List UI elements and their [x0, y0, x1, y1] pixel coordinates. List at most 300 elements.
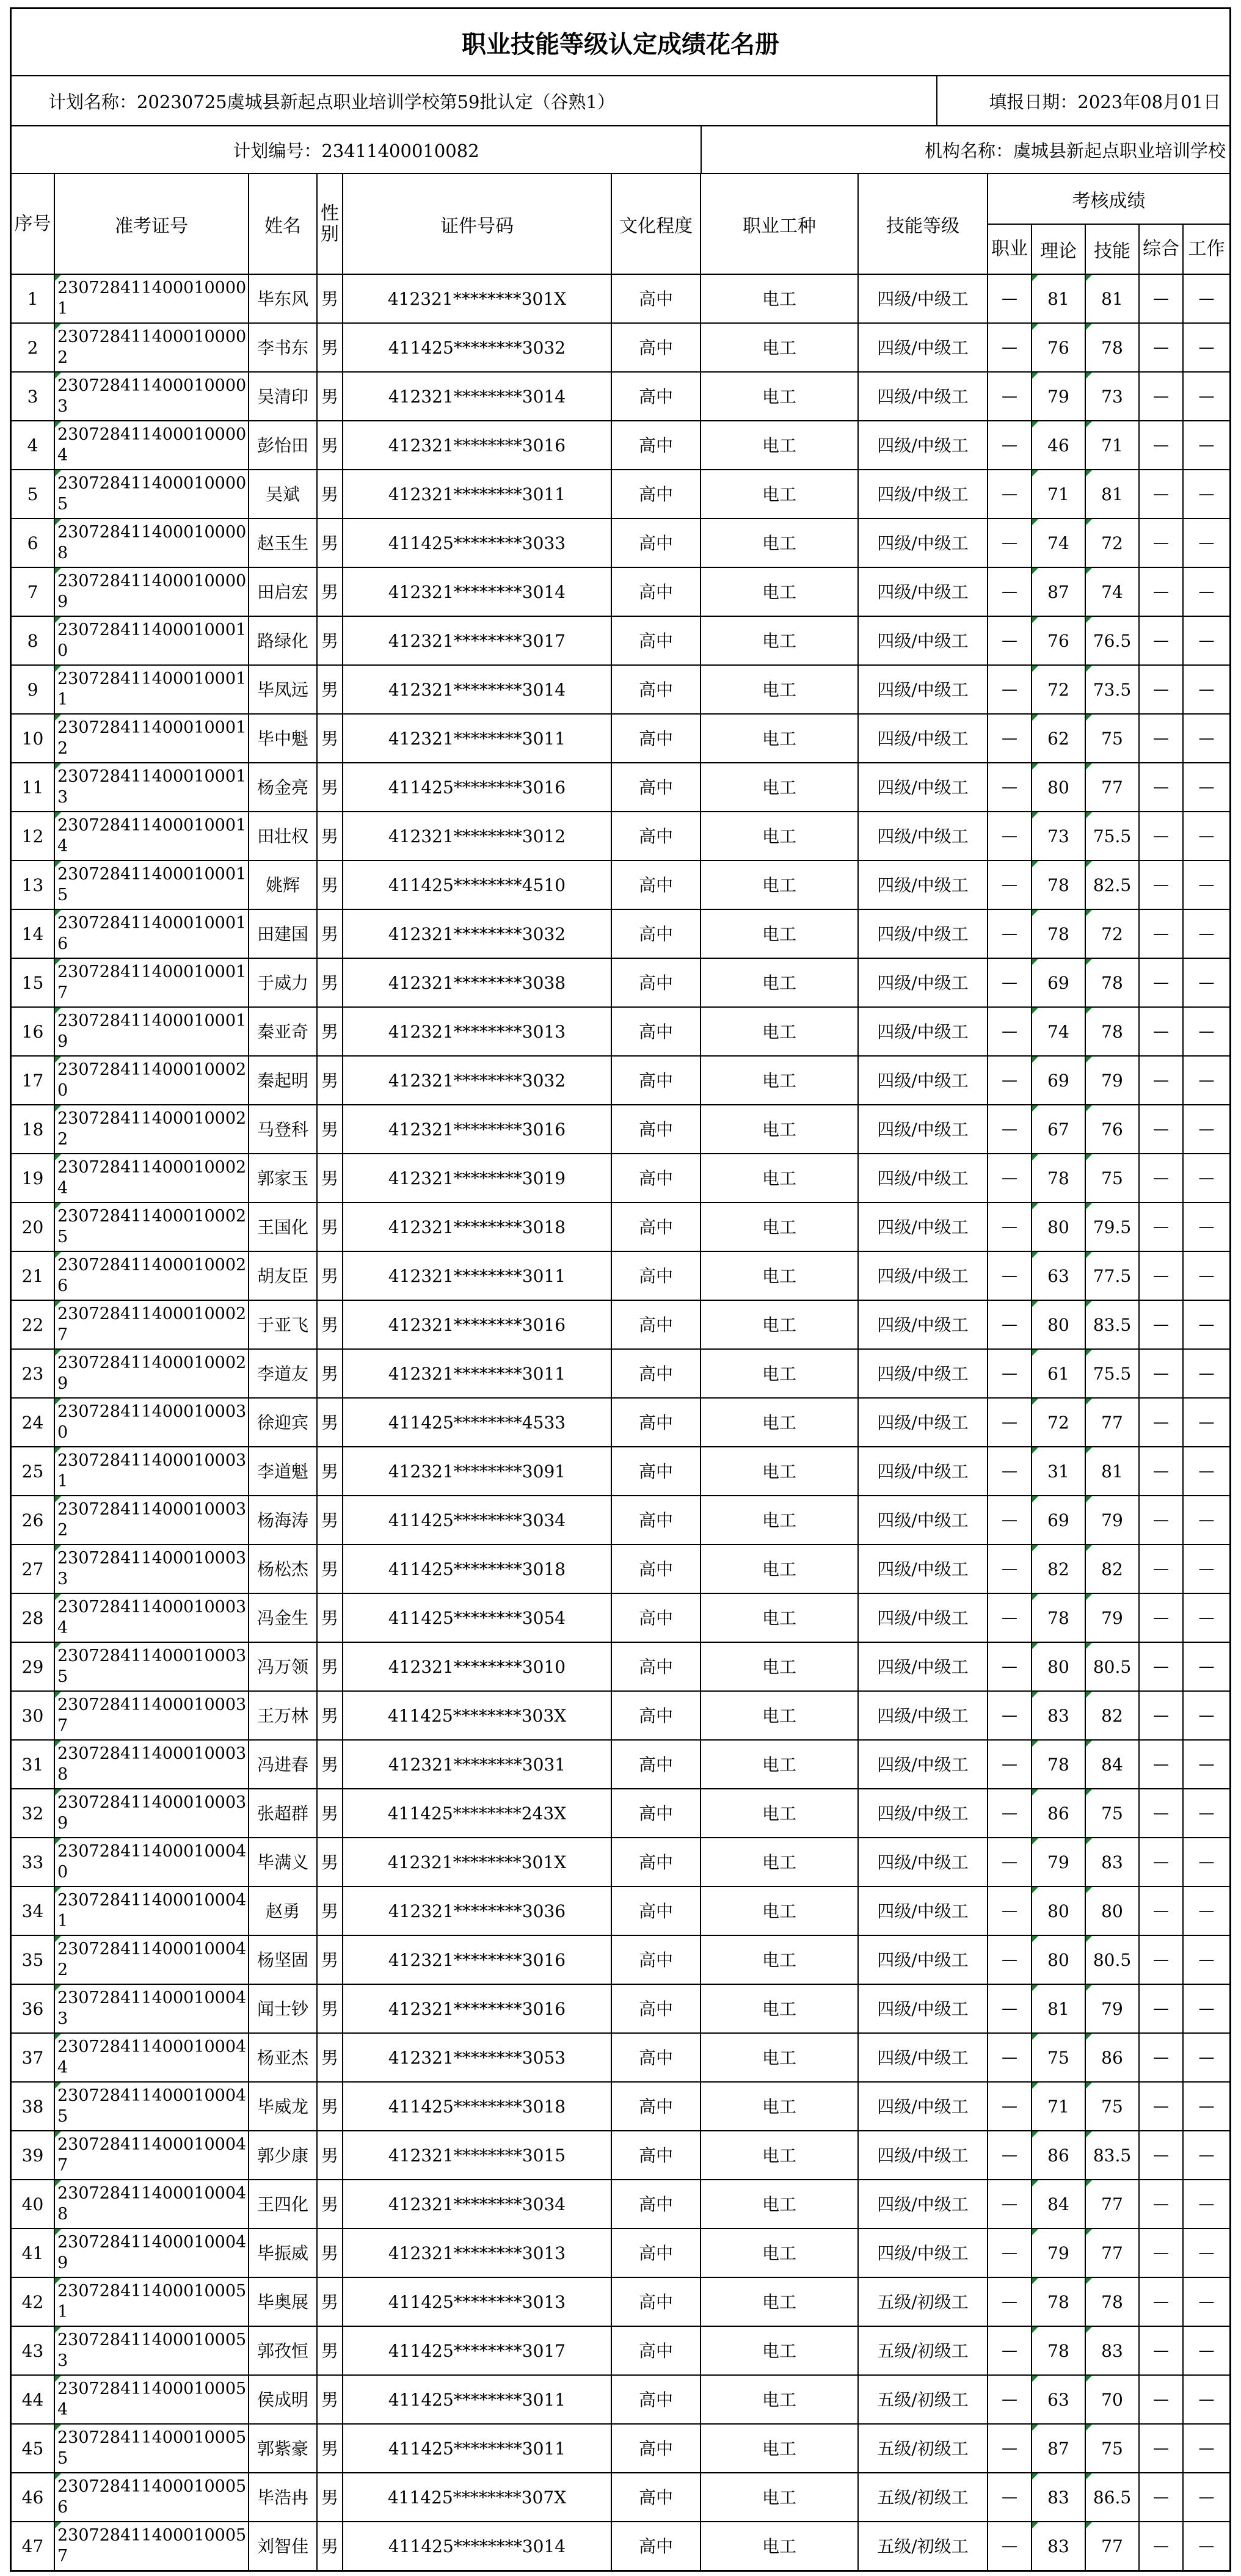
name-cell: 刘智佳	[249, 2522, 317, 2570]
id-no-cell: 412321********3038	[343, 958, 611, 1007]
prof-score-cell: —	[988, 1691, 1032, 1740]
exam-id-cell: 2307284114000100033	[54, 1545, 249, 1593]
education-cell: 高中	[611, 1496, 701, 1545]
work-score-cell: —	[1183, 2473, 1229, 2522]
prof-score-cell: —	[988, 1447, 1032, 1496]
name-cell: 徐迎宾	[249, 1398, 317, 1447]
gender-cell: 男	[317, 1398, 343, 1447]
comprehensive-score-cell: —	[1139, 2473, 1183, 2522]
seq-cell: 25	[12, 1447, 54, 1496]
name-cell: 田启宏	[249, 567, 317, 616]
prof-score-cell: —	[988, 909, 1032, 958]
theory-score-cell: 86	[1032, 1789, 1085, 1838]
id-no-cell: 411425********307X	[343, 2473, 611, 2522]
seq-cell: 34	[12, 1887, 54, 1935]
occupation-cell: 电工	[701, 274, 858, 323]
comprehensive-score-cell: —	[1139, 616, 1183, 665]
level-cell: 四级/中级工	[858, 1251, 988, 1300]
skill-score-cell: 86.5	[1085, 2473, 1139, 2522]
comprehensive-score-cell: —	[1139, 1984, 1183, 2033]
exam-id-cell: 2307284114000100035	[54, 1642, 249, 1691]
exam-id-cell: 2307284114000100045	[54, 2082, 249, 2131]
comprehensive-score-cell: —	[1139, 518, 1183, 567]
work-score-cell: —	[1183, 2229, 1229, 2277]
gender-cell: 男	[317, 2522, 343, 2570]
occupation-cell: 电工	[701, 1496, 858, 1545]
comprehensive-score-cell: —	[1139, 1398, 1183, 1447]
comprehensive-score-cell: —	[1139, 665, 1183, 714]
id-no-cell: 411425********3017	[343, 2326, 611, 2375]
education-cell: 高中	[611, 2473, 701, 2522]
level-cell: 四级/中级工	[858, 1545, 988, 1593]
education-cell: 高中	[611, 1349, 701, 1398]
seq-cell: 13	[12, 860, 54, 909]
comprehensive-score-cell: —	[1139, 421, 1183, 470]
education-cell: 高中	[611, 1154, 701, 1202]
gender-cell: 男	[317, 1887, 343, 1935]
skill-score-cell: 82	[1085, 1691, 1139, 1740]
table-row	[12, 1789, 1229, 1838]
prof-score-cell: —	[988, 2131, 1032, 2180]
education-cell: 高中	[611, 1447, 701, 1496]
skill-score-cell: 80.5	[1085, 1642, 1139, 1691]
name-cell: 路绿化	[249, 616, 317, 665]
education-cell: 高中	[611, 1251, 701, 1300]
table-row	[12, 274, 1229, 323]
id-no-cell: 412321********3016	[343, 421, 611, 470]
work-score-cell: —	[1183, 1349, 1229, 1398]
education-cell: 高中	[611, 2229, 701, 2277]
occupation-cell: 电工	[701, 2375, 858, 2424]
table-row	[12, 1398, 1229, 1447]
exam-id-cell: 2307284114000100009	[54, 567, 249, 616]
level-cell: 五级/初级工	[858, 2473, 988, 2522]
education-cell: 高中	[611, 2180, 701, 2229]
education-cell: 高中	[611, 958, 701, 1007]
header-prof: 职业	[988, 224, 1032, 274]
table-row	[12, 2082, 1229, 2131]
seq-cell: 10	[12, 714, 54, 763]
work-score-cell: —	[1183, 665, 1229, 714]
work-score-cell: —	[1183, 714, 1229, 763]
occupation-cell: 电工	[701, 567, 858, 616]
work-score-cell: —	[1183, 1984, 1229, 2033]
comprehensive-score-cell: —	[1139, 2375, 1183, 2424]
theory-score-cell: 74	[1032, 1007, 1085, 1056]
table-row	[12, 421, 1229, 470]
name-cell: 毕满义	[249, 1838, 317, 1887]
skill-score-cell: 79	[1085, 1593, 1139, 1642]
theory-score-cell: 81	[1032, 274, 1085, 323]
gender-cell: 男	[317, 2473, 343, 2522]
theory-score-cell: 73	[1032, 812, 1085, 860]
exam-id-cell: 2307284114000100044	[54, 2033, 249, 2082]
education-cell: 高中	[611, 909, 701, 958]
name-cell: 郭家玉	[249, 1154, 317, 1202]
theory-score-cell: 75	[1032, 2033, 1085, 2082]
exam-id-cell: 2307284114000100043	[54, 1984, 249, 2033]
education-cell: 高中	[611, 1202, 701, 1251]
work-score-cell: —	[1183, 421, 1229, 470]
prof-score-cell: —	[988, 274, 1032, 323]
skill-score-cell: 78	[1085, 1007, 1139, 1056]
prof-score-cell: —	[988, 2082, 1032, 2131]
prof-score-cell: —	[988, 1642, 1032, 1691]
education-cell: 高中	[611, 1740, 701, 1789]
id-no-cell: 412321********3014	[343, 665, 611, 714]
comprehensive-score-cell: —	[1139, 567, 1183, 616]
education-cell: 高中	[611, 1300, 701, 1349]
name-cell: 李道友	[249, 1349, 317, 1398]
education-cell: 高中	[611, 2424, 701, 2473]
occupation-cell: 电工	[701, 812, 858, 860]
theory-score-cell: 76	[1032, 323, 1085, 372]
id-no-cell: 411425********3033	[343, 518, 611, 567]
work-score-cell: —	[1183, 958, 1229, 1007]
id-no-cell: 412321********3019	[343, 1154, 611, 1202]
education-cell: 高中	[611, 812, 701, 860]
name-cell: 毕凤远	[249, 665, 317, 714]
gender-cell: 男	[317, 1642, 343, 1691]
name-cell: 李道魁	[249, 1447, 317, 1496]
theory-score-cell: 62	[1032, 714, 1085, 763]
level-cell: 四级/中级工	[858, 714, 988, 763]
id-no-cell: 412321********3032	[343, 1056, 611, 1105]
occupation-cell: 电工	[701, 2424, 858, 2473]
seq-cell: 2	[12, 323, 54, 372]
theory-score-cell: 69	[1032, 1056, 1085, 1105]
work-score-cell: —	[1183, 274, 1229, 323]
prof-score-cell: —	[988, 616, 1032, 665]
id-no-cell: 412321********3016	[343, 1935, 611, 1984]
table-row	[12, 470, 1229, 518]
theory-score-cell: 87	[1032, 567, 1085, 616]
comprehensive-score-cell: —	[1139, 1838, 1183, 1887]
education-cell: 高中	[611, 274, 701, 323]
id-no-cell: 412321********3011	[343, 1349, 611, 1398]
theory-score-cell: 71	[1032, 470, 1085, 518]
level-cell: 四级/中级工	[858, 567, 988, 616]
exam-id-cell: 2307284114000100049	[54, 2229, 249, 2277]
table-row	[12, 860, 1229, 909]
theory-score-cell: 31	[1032, 1447, 1085, 1496]
occupation-cell: 电工	[701, 1887, 858, 1935]
education-cell: 高中	[611, 1056, 701, 1105]
table-row	[12, 1984, 1229, 2033]
gender-cell: 男	[317, 2424, 343, 2473]
occupation-cell: 电工	[701, 616, 858, 665]
gender-cell: 男	[317, 1202, 343, 1251]
name-cell: 杨金亮	[249, 763, 317, 812]
occupation-cell: 电工	[701, 763, 858, 812]
work-score-cell: —	[1183, 616, 1229, 665]
seq-cell: 40	[12, 2180, 54, 2229]
prof-score-cell: —	[988, 421, 1032, 470]
work-score-cell: —	[1183, 470, 1229, 518]
exam-id-cell: 2307284114000100001	[54, 274, 249, 323]
seq-cell: 16	[12, 1007, 54, 1056]
gender-cell: 男	[317, 1056, 343, 1105]
prof-score-cell: —	[988, 1887, 1032, 1935]
skill-score-cell: 81	[1085, 470, 1139, 518]
seq-cell: 18	[12, 1105, 54, 1154]
id-no-cell: 411425********3018	[343, 2082, 611, 2131]
prof-score-cell: —	[988, 812, 1032, 860]
theory-score-cell: 79	[1032, 372, 1085, 421]
header-education: 文化程度	[611, 174, 701, 274]
exam-id-cell: 2307284114000100016	[54, 909, 249, 958]
name-cell: 冯万领	[249, 1642, 317, 1691]
exam-id-cell: 2307284114000100055	[54, 2424, 249, 2473]
level-cell: 四级/中级工	[858, 518, 988, 567]
skill-score-cell: 77	[1085, 2180, 1139, 2229]
name-cell: 张超群	[249, 1789, 317, 1838]
comprehensive-score-cell: —	[1139, 860, 1183, 909]
exam-id-cell: 2307284114000100003	[54, 372, 249, 421]
skill-score-cell: 79	[1085, 1496, 1139, 1545]
gender-cell: 男	[317, 1691, 343, 1740]
name-cell: 秦亚奇	[249, 1007, 317, 1056]
table-row	[12, 2326, 1229, 2375]
comprehensive-score-cell: —	[1139, 1740, 1183, 1789]
education-cell: 高中	[611, 470, 701, 518]
exam-id-cell: 2307284114000100002	[54, 323, 249, 372]
seq-cell: 41	[12, 2229, 54, 2277]
id-no-cell: 412321********3016	[343, 1984, 611, 2033]
work-score-cell: —	[1183, 1300, 1229, 1349]
prof-score-cell: —	[988, 1789, 1032, 1838]
id-no-cell: 411425********3032	[343, 323, 611, 372]
exam-id-cell: 2307284114000100031	[54, 1447, 249, 1496]
exam-id-cell: 2307284114000100057	[54, 2522, 249, 2570]
id-no-cell: 412321********3014	[343, 567, 611, 616]
seq-cell: 47	[12, 2522, 54, 2570]
level-cell: 四级/中级工	[858, 323, 988, 372]
prof-score-cell: —	[988, 2277, 1032, 2326]
prof-score-cell: —	[988, 1935, 1032, 1984]
occupation-cell: 电工	[701, 1447, 858, 1496]
level-cell: 五级/初级工	[858, 2375, 988, 2424]
occupation-cell: 电工	[701, 1056, 858, 1105]
theory-score-cell: 80	[1032, 1887, 1085, 1935]
theory-score-cell: 79	[1032, 1838, 1085, 1887]
theory-score-cell: 80	[1032, 1935, 1085, 1984]
id-no-cell: 412321********3017	[343, 616, 611, 665]
prof-score-cell: —	[988, 372, 1032, 421]
work-score-cell: —	[1183, 372, 1229, 421]
gender-cell: 男	[317, 2033, 343, 2082]
gender-cell: 男	[317, 714, 343, 763]
seq-cell: 27	[12, 1545, 54, 1593]
header-name: 姓名	[249, 174, 317, 274]
theory-score-cell: 78	[1032, 1154, 1085, 1202]
seq-cell: 14	[12, 909, 54, 958]
work-score-cell: —	[1183, 1105, 1229, 1154]
table-row	[12, 1105, 1229, 1154]
comprehensive-score-cell: —	[1139, 1496, 1183, 1545]
name-cell: 王国化	[249, 1202, 317, 1251]
work-score-cell: —	[1183, 2033, 1229, 2082]
comprehensive-score-cell: —	[1139, 763, 1183, 812]
work-score-cell: —	[1183, 1398, 1229, 1447]
skill-score-cell: 75	[1085, 1154, 1139, 1202]
seq-cell: 43	[12, 2326, 54, 2375]
occupation-cell: 电工	[701, 2131, 858, 2180]
exam-id-cell: 2307284114000100034	[54, 1593, 249, 1642]
skill-score-cell: 81	[1085, 274, 1139, 323]
level-cell: 五级/初级工	[858, 2424, 988, 2473]
education-cell: 高中	[611, 1935, 701, 1984]
id-no-cell: 412321********3011	[343, 714, 611, 763]
prof-score-cell: —	[988, 2375, 1032, 2424]
gender-cell: 男	[317, 372, 343, 421]
header-work: 工作	[1183, 224, 1229, 274]
table-row	[12, 1935, 1229, 1984]
id-no-cell: 411425********3018	[343, 1545, 611, 1593]
prof-score-cell: —	[988, 763, 1032, 812]
comprehensive-score-cell: —	[1139, 1691, 1183, 1740]
work-score-cell: —	[1183, 2522, 1229, 2570]
education-cell: 高中	[611, 1545, 701, 1593]
gender-cell: 男	[317, 1007, 343, 1056]
name-cell: 毕东风	[249, 274, 317, 323]
gender-cell: 男	[317, 421, 343, 470]
table-row	[12, 665, 1229, 714]
id-no-cell: 412321********3014	[343, 372, 611, 421]
comprehensive-score-cell: —	[1139, 909, 1183, 958]
table-row	[12, 518, 1229, 567]
exam-id-cell: 2307284114000100024	[54, 1154, 249, 1202]
occupation-cell: 电工	[701, 1105, 858, 1154]
occupation-cell: 电工	[701, 1740, 858, 1789]
plan-number-row	[12, 126, 1229, 174]
table-row	[12, 2375, 1229, 2424]
occupation-cell: 电工	[701, 958, 858, 1007]
prof-score-cell: —	[988, 1740, 1032, 1789]
gender-cell: 男	[317, 1105, 343, 1154]
theory-score-cell: 79	[1032, 2229, 1085, 2277]
seq-cell: 22	[12, 1300, 54, 1349]
seq-cell: 37	[12, 2033, 54, 2082]
comprehensive-score-cell: —	[1139, 1056, 1183, 1105]
occupation-cell: 电工	[701, 421, 858, 470]
id-no-cell: 412321********3010	[343, 1642, 611, 1691]
page-title: 职业技能等级认定成绩花名册	[12, 9, 1229, 76]
theory-score-cell: 80	[1032, 1202, 1085, 1251]
id-no-cell: 412321********301X	[343, 274, 611, 323]
theory-score-cell: 84	[1032, 2180, 1085, 2229]
name-cell: 杨松杰	[249, 1545, 317, 1593]
seq-cell: 1	[12, 274, 54, 323]
comprehensive-score-cell: —	[1139, 2033, 1183, 2082]
level-cell: 四级/中级工	[858, 2131, 988, 2180]
seq-cell: 3	[12, 372, 54, 421]
seq-cell: 9	[12, 665, 54, 714]
level-cell: 四级/中级工	[858, 470, 988, 518]
education-cell: 高中	[611, 372, 701, 421]
work-score-cell: —	[1183, 567, 1229, 616]
theory-score-cell: 80	[1032, 1300, 1085, 1349]
name-cell: 冯金生	[249, 1593, 317, 1642]
gender-cell: 男	[317, 1154, 343, 1202]
table-row	[12, 372, 1229, 421]
seq-cell: 11	[12, 763, 54, 812]
skill-score-cell: 71	[1085, 421, 1139, 470]
level-cell: 四级/中级工	[858, 2033, 988, 2082]
level-cell: 四级/中级工	[858, 274, 988, 323]
exam-id-cell: 2307284114000100015	[54, 860, 249, 909]
level-cell: 四级/中级工	[858, 1056, 988, 1105]
level-cell: 四级/中级工	[858, 2082, 988, 2131]
occupation-cell: 电工	[701, 1935, 858, 1984]
seq-cell: 6	[12, 518, 54, 567]
table-row	[12, 1691, 1229, 1740]
level-cell: 四级/中级工	[858, 1740, 988, 1789]
name-cell: 毕奥展	[249, 2277, 317, 2326]
occupation-cell: 电工	[701, 2522, 858, 2570]
occupation-cell: 电工	[701, 1984, 858, 2033]
id-no-cell: 412321********3032	[343, 909, 611, 958]
exam-id-cell: 2307284114000100051	[54, 2277, 249, 2326]
gender-cell: 男	[317, 2229, 343, 2277]
theory-score-cell: 76	[1032, 616, 1085, 665]
work-score-cell: —	[1183, 1935, 1229, 1984]
occupation-cell: 电工	[701, 1789, 858, 1838]
work-score-cell: —	[1183, 1251, 1229, 1300]
seq-cell: 33	[12, 1838, 54, 1887]
level-cell: 四级/中级工	[858, 1300, 988, 1349]
prof-score-cell: —	[988, 665, 1032, 714]
prof-score-cell: —	[988, 714, 1032, 763]
occupation-cell: 电工	[701, 518, 858, 567]
work-score-cell: —	[1183, 2277, 1229, 2326]
comprehensive-score-cell: —	[1139, 1300, 1183, 1349]
exam-id-cell: 2307284114000100041	[54, 1887, 249, 1935]
education-cell: 高中	[611, 1984, 701, 2033]
name-cell: 王四化	[249, 2180, 317, 2229]
prof-score-cell: —	[988, 518, 1032, 567]
prof-score-cell: —	[988, 470, 1032, 518]
gender-cell: 男	[317, 2131, 343, 2180]
gender-cell: 男	[317, 2082, 343, 2131]
skill-score-cell: 73.5	[1085, 665, 1139, 714]
comprehensive-score-cell: —	[1139, 1545, 1183, 1593]
skill-score-cell: 86	[1085, 2033, 1139, 2082]
education-cell: 高中	[611, 323, 701, 372]
comprehensive-score-cell: —	[1139, 2131, 1183, 2180]
exam-id-cell: 2307284114000100037	[54, 1691, 249, 1740]
comprehensive-score-cell: —	[1139, 2522, 1183, 2570]
comprehensive-score-cell: —	[1139, 1007, 1183, 1056]
comprehensive-score-cell: —	[1139, 1642, 1183, 1691]
prof-score-cell: —	[988, 1300, 1032, 1349]
gender-cell: 男	[317, 1740, 343, 1789]
skill-score-cell: 70	[1085, 2375, 1139, 2424]
theory-score-cell: 61	[1032, 1349, 1085, 1398]
table-row	[12, 1056, 1229, 1105]
table-row	[12, 567, 1229, 616]
skill-score-cell: 79	[1085, 1984, 1139, 2033]
level-cell: 四级/中级工	[858, 421, 988, 470]
org-name: 机构名称：虞城县新起点职业培训学校	[701, 126, 1229, 173]
id-no-cell: 412321********3091	[343, 1447, 611, 1496]
id-no-cell: 411425********3014	[343, 2522, 611, 2570]
theory-score-cell: 86	[1032, 2131, 1085, 2180]
gender-cell: 男	[317, 1789, 343, 1838]
exam-id-cell: 2307284114000100022	[54, 1105, 249, 1154]
id-no-cell: 412321********3034	[343, 2180, 611, 2229]
id-no-cell: 411425********3013	[343, 2277, 611, 2326]
